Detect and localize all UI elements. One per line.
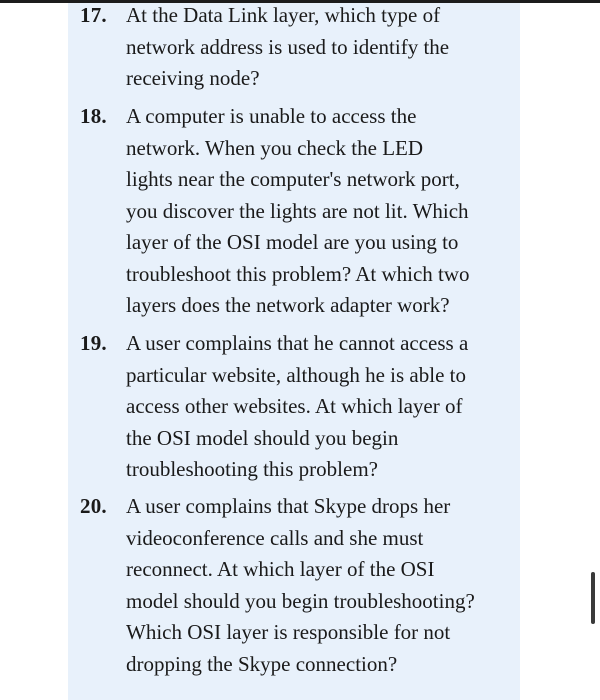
text-line: Which OSI layer is responsible for not (126, 620, 451, 644)
question-19 (80, 328, 510, 486)
question-20 (80, 491, 510, 680)
text-line: dropping the Skype connection? (126, 651, 398, 676)
text-line: videoconference calls and she must (126, 525, 424, 550)
scrollbar-thumb[interactable] (591, 572, 595, 624)
question-text (126, 101, 510, 322)
question-number: 20. (80, 494, 107, 518)
question-number: 17. (80, 3, 107, 27)
text-line: you discover the lights are not lit. Which (126, 198, 469, 223)
text-line: access other websites. At which layer of (126, 394, 463, 418)
question-number: 19. (80, 331, 107, 355)
text-line: particular website, although he is able to (126, 362, 466, 387)
text-line: A computer is unable to access the (126, 104, 417, 128)
question-text (126, 491, 510, 680)
text-line: troubleshoot this problem? At which two (126, 261, 470, 286)
text-line: A user complains that Skype drops her (126, 494, 451, 518)
text-line: reconnect. At which layer of the OSI (126, 557, 435, 581)
text-line: lights near the computer's network port, (126, 167, 460, 191)
text-line: layer of the OSI model are you using to (126, 230, 459, 254)
question-17 (80, 0, 510, 95)
question-number: 18. (80, 104, 107, 128)
text-line: At the Data Link layer, which type of (126, 3, 441, 27)
text-line: layers does the network adapter work? (126, 293, 450, 317)
question-text (126, 0, 510, 95)
text-line: model should you begin troubleshooting? (126, 588, 475, 613)
text-line: A user complains that he cannot access a (126, 331, 469, 355)
question-text (126, 328, 510, 486)
text-line: the OSI model should you begin (126, 425, 399, 450)
text-line: network. When you check the LED (126, 135, 424, 160)
text-line: receiving node? (126, 66, 260, 90)
question-18 (80, 101, 510, 322)
text-line: network address is used to identify the (126, 34, 450, 59)
text-line: troubleshooting this problem? (126, 457, 378, 481)
